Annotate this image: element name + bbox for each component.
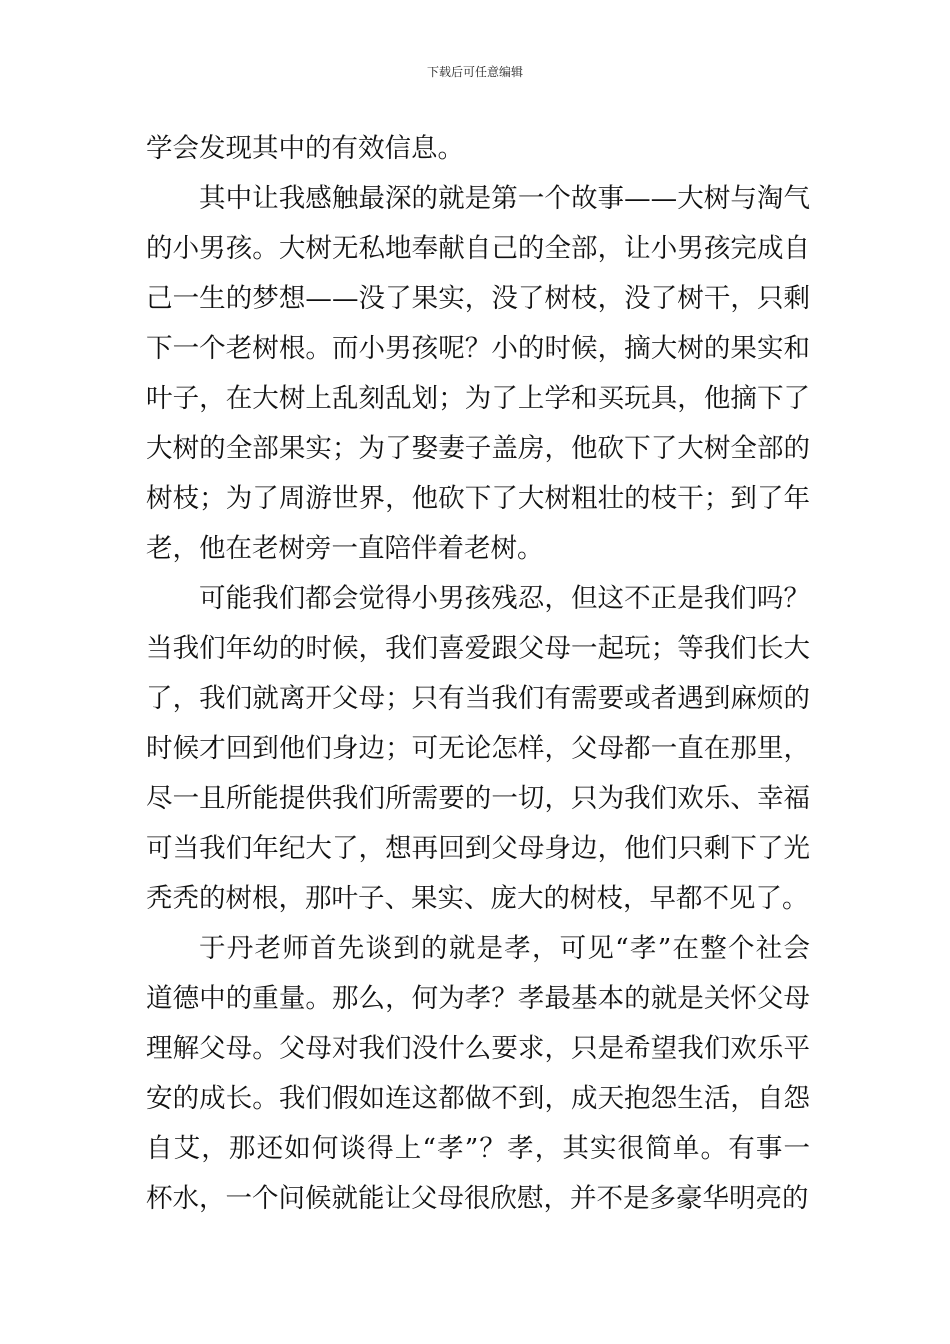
text-line: 其中让我感触最深的就是第一个故事——大树与淘气	[199, 183, 811, 214]
paragraph	[146, 124, 810, 174]
text-line: 大树的全部果实；为了娶妻子盖房，他砍下了大树全部的	[146, 433, 811, 464]
text-line: 可当我们年纪大了，想再回到父母身边，他们只剩下了光	[146, 833, 811, 864]
text-line: 自艾，那还如何谈得上“孝”？孝，其实很简单。有事一	[146, 1133, 812, 1164]
paragraph	[146, 174, 810, 574]
text-line: 时候才回到他们身边；可无论怎样，父母都一直在那里，	[146, 733, 811, 764]
text-line: 尽一且所能提供我们所需要的一切，只为我们欢乐、幸福	[146, 783, 811, 814]
text-line: 当我们年幼的时候，我们喜爱跟父母一起玩；等我们长大	[146, 633, 811, 664]
text-line: 叶子，在大树上乱刻乱划；为了上学和买玩具，他摘下了	[146, 383, 811, 414]
text-line: 道德中的重量。那么，何为孝？孝最基本的就是关怀父母	[146, 983, 811, 1014]
text-line: 下一个老树根。而小男孩呢？小的时候，摘大树的果实和	[146, 333, 811, 364]
page-header-note: 下载后可任意编辑	[426, 65, 523, 79]
text-line: 老，他在老树旁一直陪伴着老树。	[146, 533, 544, 564]
text-line: 了，我们就离开父母；只有当我们有需要或者遇到麻烦的	[146, 683, 811, 714]
text-line: 的小男孩。大树无私地奉献自己的全部，让小男孩完成自	[146, 233, 811, 264]
text-line: 树枝；为了周游世界，他砍下了大树粗壮的枝干；到了年	[146, 483, 811, 514]
text-line: 学会发现其中的有效信息。	[146, 133, 464, 164]
text-line: 秃秃的树根，那叶子、果实、庞大的树枝，早都不见了。	[146, 883, 809, 914]
text-line: 安的成长。我们假如连这都做不到，成天抱怨生活，自怨	[146, 1083, 811, 1114]
text-line: 己一生的梦想——没了果实，没了树枝，没了树干，只剩	[146, 283, 811, 314]
text-line: 杯水，一个问候就能让父母很欣慰，并不是多豪华明亮的	[146, 1183, 809, 1214]
paragraph	[146, 924, 810, 1224]
document-body	[146, 124, 810, 1224]
text-line: 可能我们都会觉得小男孩残忍，但这不正是我们吗？	[199, 583, 811, 614]
text-line: 理解父母。父母对我们没什么要求，只是希望我们欢乐平	[146, 1033, 811, 1064]
paragraph	[146, 574, 810, 924]
text-line: 于丹老师首先谈到的就是孝，可见“孝”在整个社会	[199, 933, 812, 964]
